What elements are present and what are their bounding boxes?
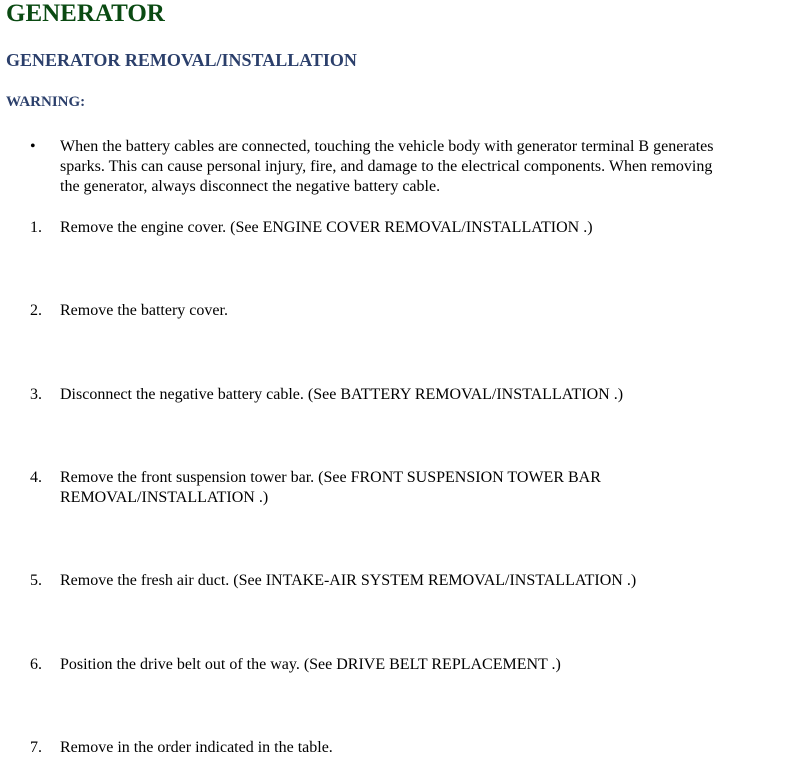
step-text-suffix: .) <box>579 219 593 236</box>
step-number: 7. <box>30 739 42 756</box>
warning-text-line: the generator, always disconnect the negative battery cable. <box>60 178 441 195</box>
step-text-suffix: .) <box>622 572 637 589</box>
step-number: 2. <box>30 302 42 319</box>
step-text <box>60 468 760 508</box>
step-text-prefix: Position the drive belt out of the way. (See <box>60 656 337 673</box>
page-title: GENERATOR <box>6 0 165 27</box>
step-text-suffix: .) <box>609 386 624 403</box>
battery-removal-link[interactable]: BATTERY REMOVAL/INSTALLATION <box>340 386 610 403</box>
step-text-suffix: .) <box>254 489 269 506</box>
intake-air-system-link[interactable]: INTAKE-AIR SYSTEM REMOVAL/INSTALLATION <box>265 572 623 589</box>
warning-text-line: sparks. This can cause personal injury, fire, and damage to the electrical components. When removing <box>60 158 713 175</box>
step-number: 4. <box>30 469 42 486</box>
warning-text-line: When the battery cables are connected, touching the vehicle body with generator terminal B generates <box>60 138 714 155</box>
tower-bar-link[interactable]: FRONT SUSPENSION TOWER BAR <box>350 469 601 486</box>
step-text <box>60 218 760 238</box>
step-text <box>60 385 760 405</box>
step-text-prefix: Remove in the order indicated in the table. <box>60 739 333 756</box>
step-text-prefix: Remove the front suspension tower bar. (See <box>60 469 351 486</box>
step-text <box>60 655 760 675</box>
step-text-prefix: Remove the battery cover. <box>60 302 228 319</box>
step-number: 5. <box>30 572 42 589</box>
bullet-icon: • <box>30 138 36 155</box>
step-text-prefix: Remove the engine cover. (See <box>60 219 263 236</box>
step-text <box>60 738 760 758</box>
engine-cover-link[interactable]: ENGINE COVER REMOVAL/INSTALLATION <box>262 219 580 236</box>
section-heading: GENERATOR REMOVAL/INSTALLATION <box>6 50 357 70</box>
warning-heading: WARNING: <box>6 94 86 110</box>
step-text <box>60 301 760 321</box>
step-text-prefix: Disconnect the negative battery cable. (See <box>60 386 341 403</box>
step-number: 3. <box>30 386 42 403</box>
warning-text <box>60 137 800 197</box>
step-number: 1. <box>30 219 42 236</box>
step-number: 6. <box>30 656 42 673</box>
step-text-prefix: Remove the fresh air duct. (See <box>60 572 266 589</box>
drive-belt-link[interactable]: DRIVE BELT REPLACEMENT <box>336 656 548 673</box>
step-text-suffix: .) <box>547 656 561 673</box>
tower-bar-link-continued[interactable]: REMOVAL/INSTALLATION <box>60 489 255 506</box>
step-text <box>60 571 760 591</box>
